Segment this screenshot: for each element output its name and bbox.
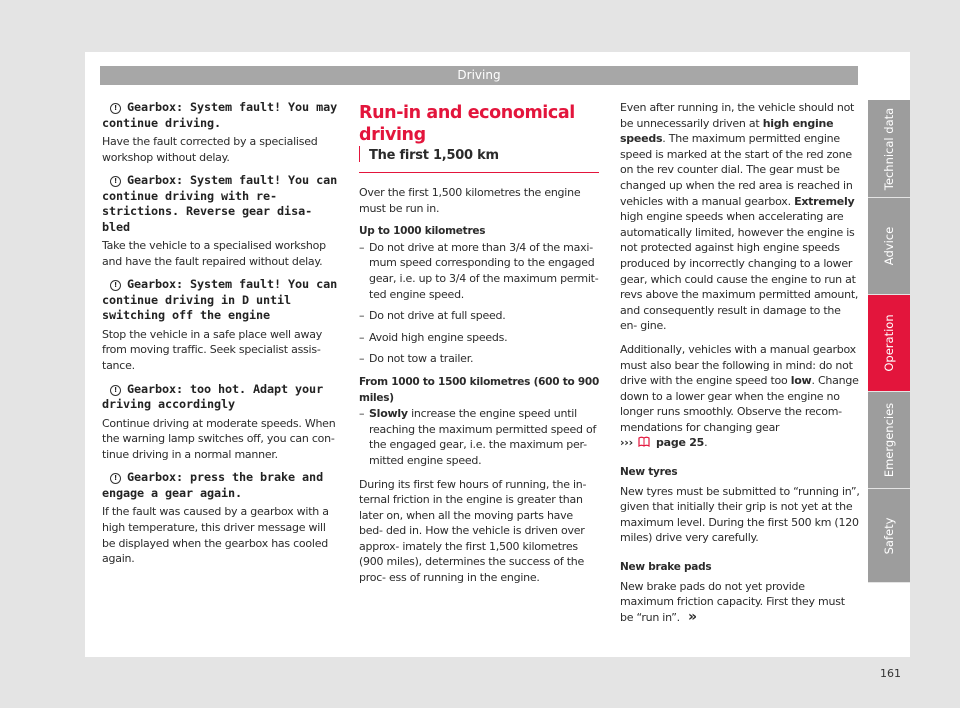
paragraph bbox=[620, 579, 860, 626]
page-reference-link[interactable] bbox=[620, 436, 704, 449]
exclamation-circle-icon: ! bbox=[110, 473, 121, 484]
page-number: 161 bbox=[880, 667, 901, 680]
list-item: – Do not tow a trailer. bbox=[359, 351, 599, 367]
emphasis: Slowly bbox=[369, 407, 408, 421]
section-header bbox=[100, 66, 858, 85]
link-page: page 25 bbox=[656, 436, 705, 450]
exclamation-circle-icon: ! bbox=[110, 385, 121, 396]
accent-bar bbox=[359, 146, 360, 162]
subsection-heading bbox=[359, 146, 599, 173]
paragraph: Continue driving at moderate speeds. When the warning lamp switches off, you can con- tinue driving in a normal manner. bbox=[102, 416, 336, 461]
tab-safety[interactable] bbox=[868, 489, 910, 583]
list-item: – Do not drive at more than 3/4 of the maxi- mum speed corresponding to the engaged gear, i.e. up to 3/4 of the maximum permit- ted engine speed. bbox=[359, 240, 599, 302]
paragraph: Have the fault corrected by a specialised workshop without delay. bbox=[102, 135, 318, 164]
exclamation-circle-icon: ! bbox=[110, 176, 121, 187]
tab-label: Emergencies bbox=[882, 402, 896, 478]
paragraph-heading: Up to 1000 kilometres bbox=[359, 225, 486, 238]
emphasis: low bbox=[790, 374, 812, 388]
right-column bbox=[620, 100, 860, 625]
paragraph-heading: From 1000 to 1500 kilometres (600 to 900 miles) bbox=[359, 375, 599, 404]
text: Additionally, vehicles with a manual gearbox must also bear the following in mind: do not drive with the engine speed too bbox=[620, 342, 856, 388]
message-text: Gearbox: System fault! You may continue driving. bbox=[102, 100, 338, 130]
section-title: Driving bbox=[457, 68, 501, 82]
text: . Change down to a lower gear when the engine no longer runs smoothly. Observe the recom- mendations for changing gear bbox=[620, 374, 859, 434]
text: . The maximum permitted engine speed is marked at the start of the red zone on the rev counter dial. The gear must be changed up when the red area is reached in vehicles with a manual gearbox. bbox=[620, 132, 853, 208]
link-arrows: ››› bbox=[620, 436, 633, 450]
paragraph bbox=[620, 100, 860, 334]
continue-arrow-icon: » bbox=[687, 608, 697, 625]
driver-message bbox=[102, 100, 340, 131]
paragraph-heading: New tyres bbox=[620, 466, 678, 479]
list-item: – Avoid high engine speeds. bbox=[359, 330, 599, 346]
tab-label: Safety bbox=[882, 517, 896, 554]
list-item-text: increase the engine speed until reaching the maximum permitted speed of the engaged gear, i.e. the maximum per- mitted engine speed. bbox=[369, 407, 597, 467]
text: high engine speeds when accelerating are automatically limited, however the engine is not protected against high engine speeds produced by incorrectly changing to a lower gear, which could cause the engine to run at revs above the maximum permitted amount, and consequently result in damage to the en- gine. bbox=[620, 210, 859, 333]
tab-advice[interactable] bbox=[868, 198, 910, 295]
emphasis: Extremely bbox=[794, 194, 855, 208]
left-column bbox=[102, 100, 340, 567]
paragraph-heading: New brake pads bbox=[620, 561, 712, 574]
emphasis: high engine speeds bbox=[620, 116, 834, 146]
paragraph: New tyres must be submitted to “running in”, given that initially their grip is not yet at the maximum level. During the first 500 km (120 miles) drive very carefully. bbox=[620, 484, 860, 545]
list-item bbox=[359, 406, 599, 468]
text: New brake pads do not yet provide maximum friction capacity. First they must be “run in”. bbox=[620, 579, 845, 624]
paragraph bbox=[620, 342, 860, 451]
list-item: – Do not drive at full speed. bbox=[359, 308, 599, 324]
paragraph: If the fault was caused by a gearbox with a high temperature, this driver message will be displayed when the gearbox has cooled again. bbox=[102, 505, 329, 566]
paragraph: During its first few hours of running, the in- ternal friction in the engine is greater than later on, when all the moving parts have bed- ded in. How the vehicle is driven over approx- imately the first 1,500 kilometres (900 miles), determines the success of the proc- ess of running in the engine. bbox=[359, 477, 587, 585]
driver-message bbox=[102, 173, 340, 235]
exclamation-circle-icon: ! bbox=[110, 103, 121, 114]
book-page-icon bbox=[638, 436, 650, 447]
driver-message bbox=[102, 470, 340, 501]
paragraph: Take the vehicle to a specialised workshop and have the fault repaired without delay. bbox=[102, 239, 326, 268]
tab-label: Operation bbox=[882, 314, 896, 372]
exclamation-circle-icon: ! bbox=[110, 280, 121, 291]
message-text: Gearbox: press the brake and engage a gear again. bbox=[102, 470, 324, 500]
tab-emergencies[interactable] bbox=[868, 392, 910, 489]
paragraph: Over the first 1,500 kilometres the engine must be run in. bbox=[359, 186, 581, 215]
tab-label: Technical data bbox=[882, 107, 896, 190]
paragraph: Stop the vehicle in a safe place well away from moving traffic. Seek specialist assis- tance. bbox=[102, 327, 323, 373]
message-text: Gearbox: System fault! You can continue driving with re- strictions. Reverse gear disa- bled bbox=[102, 173, 338, 234]
middle-column bbox=[359, 102, 599, 586]
text: Even after running in, the vehicle should not be unnecessarily driven at bbox=[620, 101, 855, 130]
tab-operation[interactable] bbox=[868, 295, 910, 392]
tab-technical-data[interactable] bbox=[868, 100, 910, 198]
subsection-title: The first 1,500 km bbox=[369, 148, 499, 163]
text: . bbox=[704, 436, 708, 450]
driver-message bbox=[102, 277, 340, 324]
message-text: Gearbox: System fault! You can continue driving in D until switching off the engine bbox=[102, 277, 338, 323]
tab-label: Advice bbox=[882, 226, 896, 266]
section-heading: Run-in and economical driving bbox=[359, 103, 575, 145]
message-text: Gearbox: too hot. Adapt your driving accordingly bbox=[102, 381, 324, 412]
driver-message bbox=[102, 382, 340, 413]
